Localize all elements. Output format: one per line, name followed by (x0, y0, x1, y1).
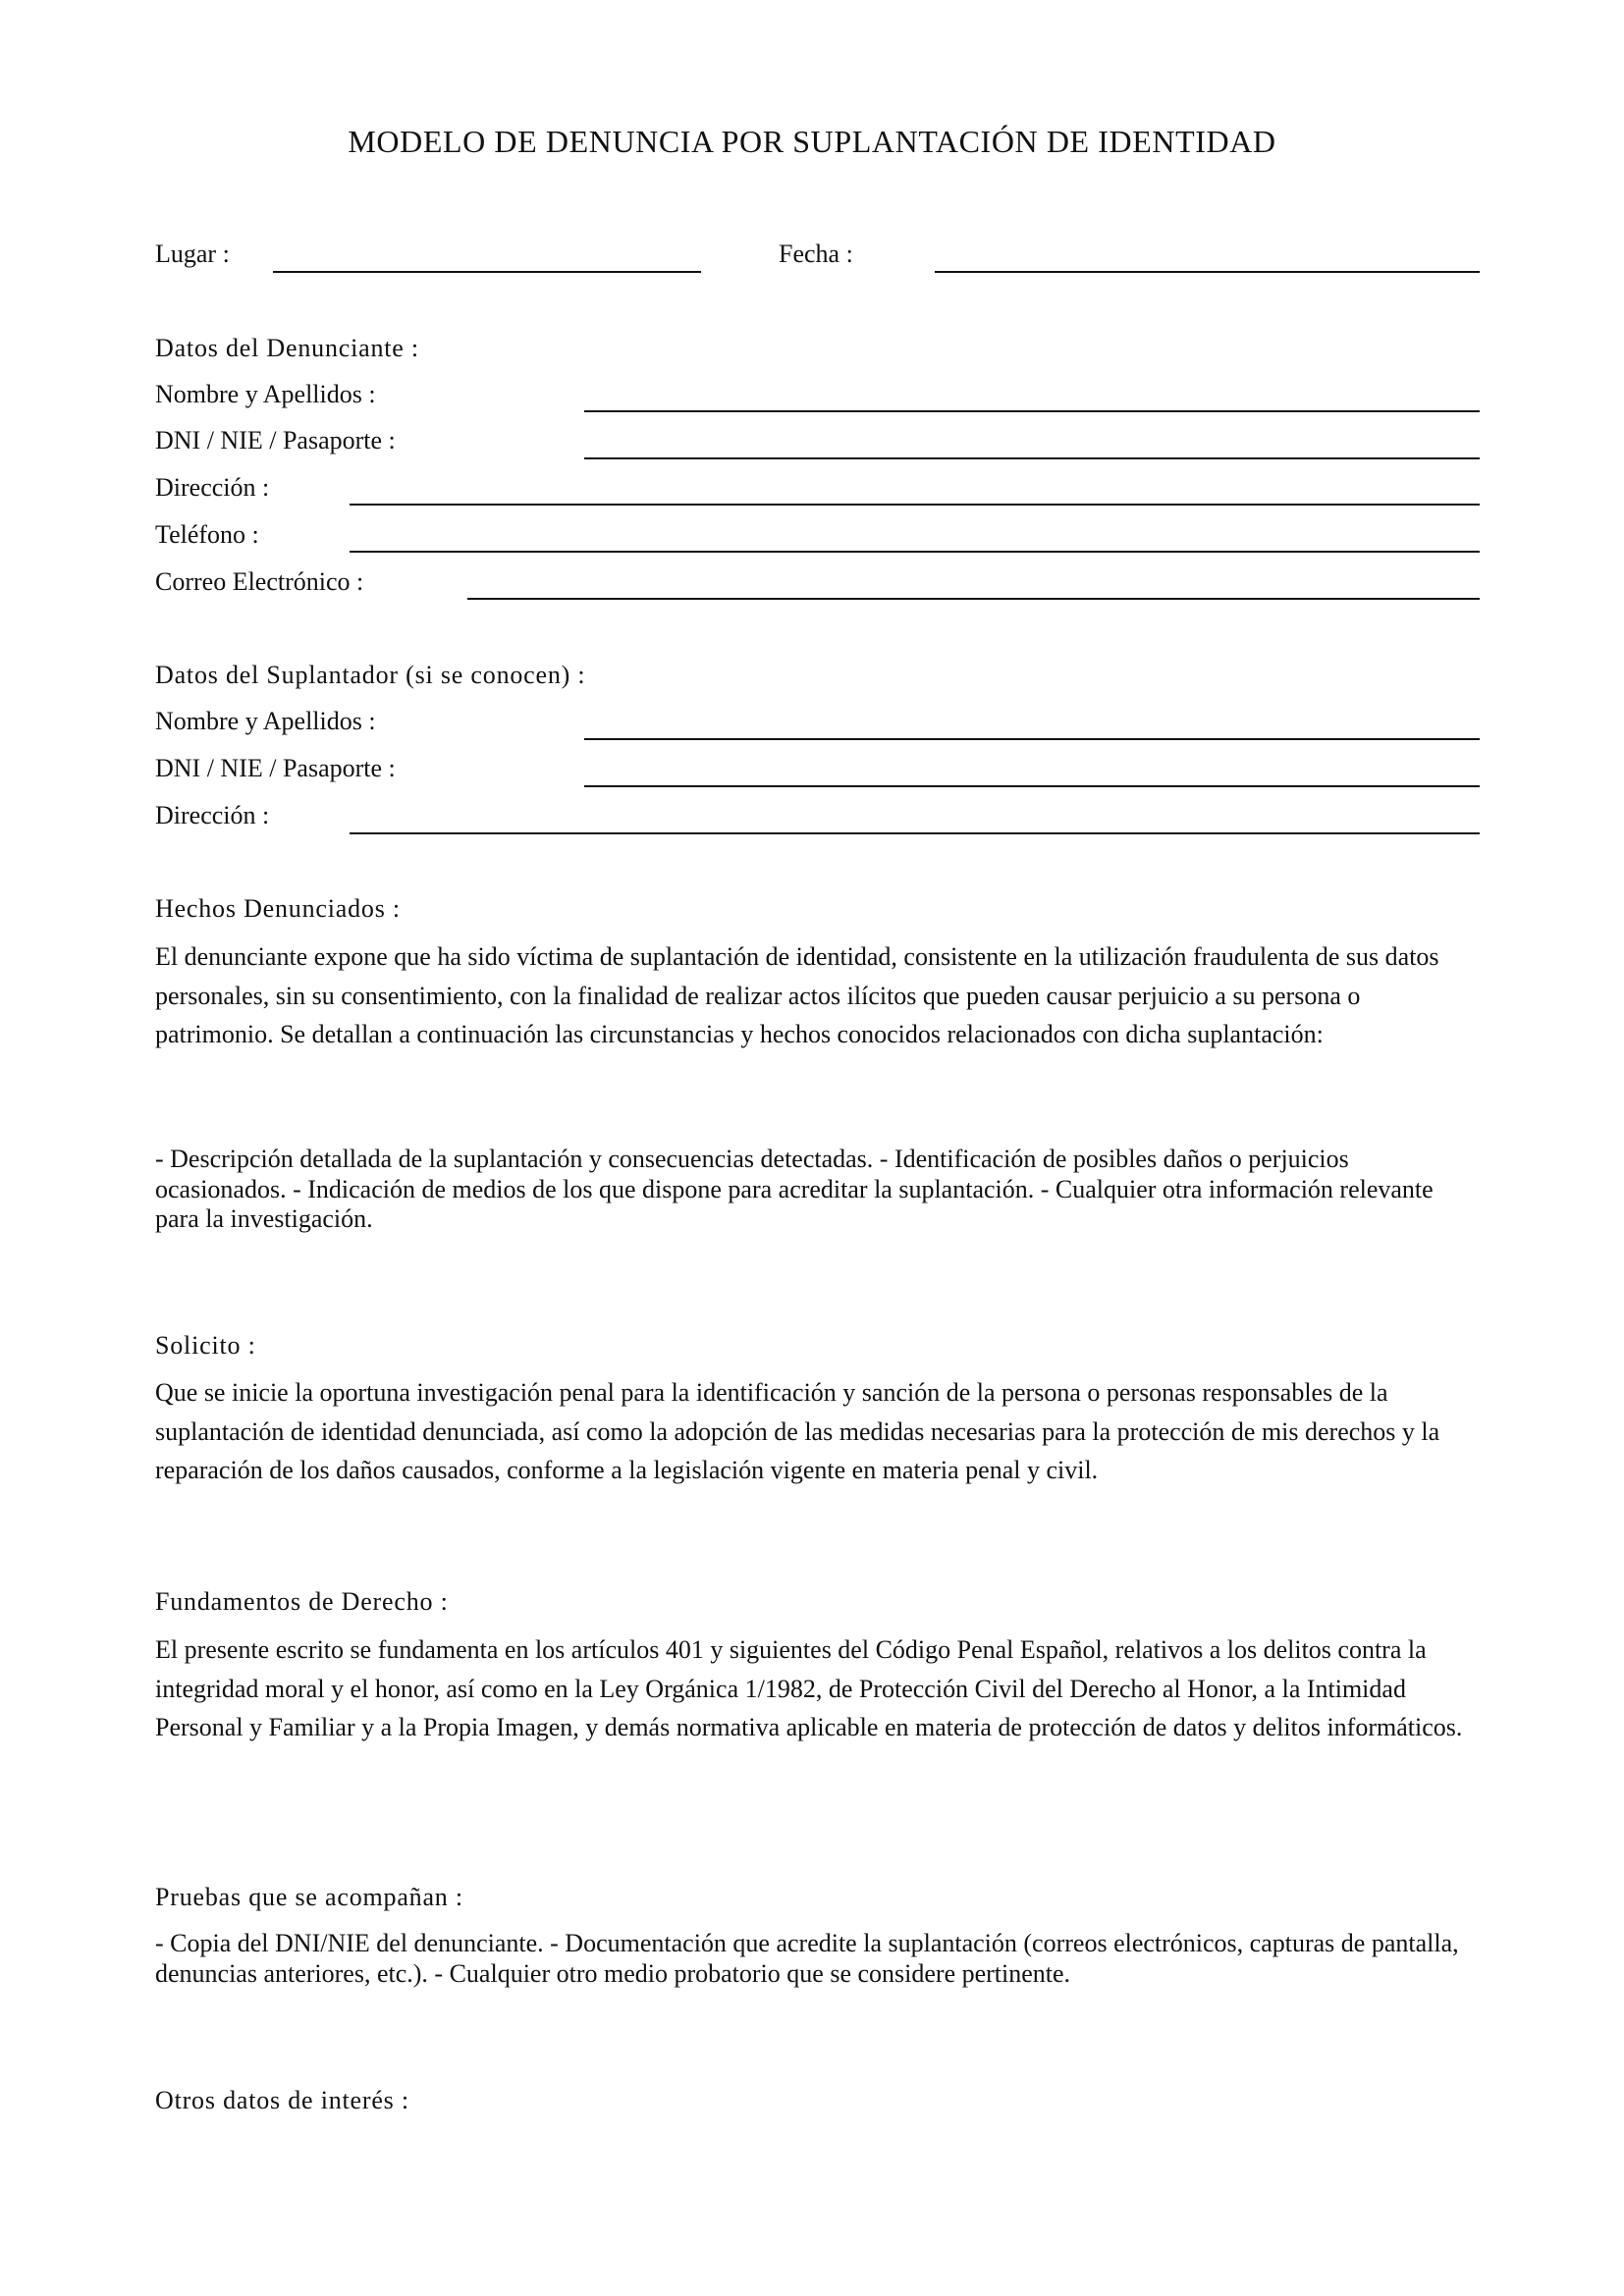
complainant-address-line[interactable] (350, 504, 1480, 506)
impersonator-name-label: Nombre y Apellidos : (155, 707, 376, 735)
impersonator-id-line[interactable] (584, 785, 1480, 787)
complainant-email-label: Correo Electrónico : (155, 567, 364, 596)
document-title: MODELO DE DENUNCIA POR SUPLANTACIÓN DE IDENTIDAD (348, 124, 1276, 159)
impersonator-heading: Datos del Suplantador (si se conocen) : (155, 661, 586, 689)
facts-paragraph: El denunciante expone que ha sido víctima de suplantación de identidad, consistente en la utilización fraudulenta de sus datos personales, sin su consentimiento, con la finalidad de realizar actos ilícitos que pueden causar perjuicio a su persona o patrimonio. Se detallan a continuación las circunstancias y hechos conocidos relacionados con dicha suplantación: (155, 942, 1439, 1048)
complainant-id-line[interactable] (584, 457, 1480, 459)
complainant-name-line[interactable] (584, 410, 1480, 412)
impersonator-address-line[interactable] (350, 832, 1480, 834)
request-paragraph: Que se inicie la oportuna investigación penal para la identificación y sanción de la persona o personas responsables de la suplantación de identidad denunciada, así como la adopción de las medidas necesarias para la protección de mis derechos y la reparación de los daños causados, conforme a la legislación vigente en materia penal y civil. (155, 1378, 1440, 1484)
other-heading: Otros datos de interés : (155, 2086, 409, 2114)
impersonator-address-label: Dirección : (155, 801, 270, 829)
complainant-id-label: DNI / NIE / Pasaporte : (155, 426, 396, 454)
request-heading: Solicito : (155, 1331, 256, 1360)
facts-list: - Descripción detallada de la suplantación y consecuencias detectadas. - Identificación de posibles daños o perjuicios ocasionados. - Indicación de medios de los que dispone para acreditar la suplantación. - Cualquier otra información relevante para la investigación. (155, 1145, 1434, 1233)
place-label: Lugar : (155, 240, 230, 268)
legal-grounds-paragraph: El presente escrito se fundamenta en los artículos 401 y siguientes del Código Penal Español, relativos a los delitos contra la integridad moral y el honor, así como en la Ley Orgánica 1/1982, de Protección Civil del Derecho al Honor, a la Intimidad Personal y Familiar y a la Propia Imagen, y demás normativa aplicable en materia de protección de datos y delitos informáticos. (155, 1635, 1463, 1741)
impersonator-name-line[interactable] (584, 738, 1480, 740)
date-label: Fecha : (779, 240, 853, 268)
complainant-email-line[interactable] (467, 598, 1480, 600)
evidence-heading: Pruebas que se acompañan : (155, 1883, 463, 1911)
complainant-name-label: Nombre y Apellidos : (155, 380, 376, 408)
complainant-address-label: Dirección : (155, 473, 270, 502)
impersonator-id-label: DNI / NIE / Pasaporte : (155, 754, 396, 782)
facts-heading: Hechos Denunciados : (155, 894, 401, 923)
complainant-heading: Datos del Denunciante : (155, 334, 419, 362)
legal-grounds-heading: Fundamentos de Derecho : (155, 1587, 449, 1616)
complainant-phone-line[interactable] (350, 551, 1480, 553)
evidence-list: - Copia del DNI/NIE del denunciante. - Documentación que acredite la suplantación (correos electrónicos, capturas de pantalla, denuncias anteriores, etc.). - Cualquier otro medio probatorio que se considere pertinente. (155, 1929, 1459, 1988)
complainant-phone-label: Teléfono : (155, 520, 259, 549)
place-field-line[interactable] (273, 271, 701, 273)
date-field-line[interactable] (935, 271, 1480, 273)
